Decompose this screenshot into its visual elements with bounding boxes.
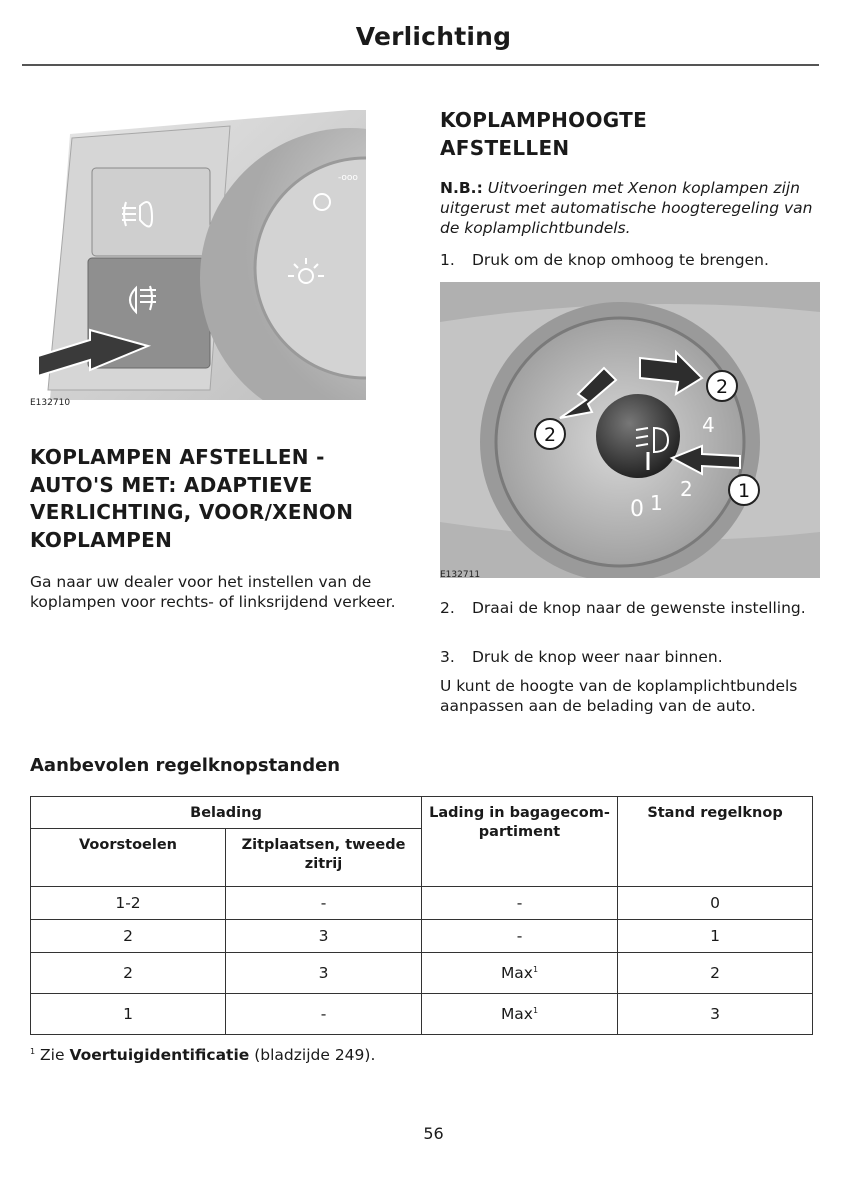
header-cargo: Lading in bagagecom-partiment <box>422 797 618 887</box>
footnote-ref: 1 <box>532 1005 539 1015</box>
table-title: Aanbevolen regelknopstanden <box>30 755 341 776</box>
figure-code: E132711 <box>440 570 481 580</box>
cargo-value: Max <box>500 1005 533 1023</box>
cell-cargo <box>422 887 618 920</box>
levelling-knob-drawing <box>440 282 820 578</box>
cargo-value: Max <box>500 964 533 982</box>
heading-line: VERLICHTING, VOOR/XENON <box>30 500 354 524</box>
cargo-value: - <box>516 927 523 945</box>
footnote <box>30 1046 375 1064</box>
cell-front: 2 <box>31 953 226 994</box>
table-row <box>31 994 813 1035</box>
body-paragraph: Ga naar uw dealer voor het instellen van de koplampen voor rechts- of linksrijdend verkeer. <box>30 573 396 611</box>
cell-rear: - <box>226 994 422 1035</box>
step-number: 2. <box>440 599 455 617</box>
table-row <box>31 953 813 994</box>
note-paragraph <box>440 178 820 238</box>
light-switch-panel-drawing <box>30 108 366 400</box>
header-load: Belading <box>31 797 422 829</box>
callout-circle <box>535 419 565 449</box>
callout-label: 2 <box>716 376 729 398</box>
header-knob-setting: Stand regelknop <box>618 797 813 887</box>
svg-text:-ooo: -ooo <box>338 173 358 183</box>
cell-front: 2 <box>31 920 226 953</box>
table-row <box>31 920 813 953</box>
cell-cargo <box>422 994 618 1035</box>
callout-circle <box>729 475 759 505</box>
cargo-value: - <box>516 894 523 912</box>
header-divider <box>22 64 819 66</box>
header-rear-seats: Zitplaatsen, tweede zitrij <box>226 829 422 887</box>
cell-rear: 3 <box>226 920 422 953</box>
heading-line: AFSTELLEN <box>440 136 570 160</box>
heading-line: KOPLAMPEN <box>30 527 173 552</box>
dial-mark-4: 4 <box>702 413 715 437</box>
section-heading-headlamp-levelling <box>440 106 820 162</box>
body-paragraph: U kunt de hoogte van de koplamplichtbundels aanpassen aan de belading van de auto. <box>440 677 798 715</box>
step-text: Draai de knop naar de gewenste instelling. <box>472 599 806 617</box>
cell-setting: 1 <box>618 920 813 953</box>
table-row <box>31 887 813 920</box>
cell-setting: 2 <box>618 953 813 994</box>
footnote-ref: 1 <box>532 964 539 974</box>
cell-cargo <box>422 953 618 994</box>
page-header-title: Verlichting <box>355 22 512 51</box>
footnote-link-vehicle-identification[interactable]: Voertuigidentificatie <box>69 1046 250 1064</box>
cell-front: 1 <box>31 994 226 1035</box>
note-text: Uitvoeringen met Xenon koplampen zijn uitgerust met automatische hoogteregeling van de koplamplichtbundels. <box>440 179 813 237</box>
heading-line: KOPLAMPEN AFSTELLEN - <box>30 445 325 469</box>
dial-mark-1: 1 <box>650 491 663 515</box>
section-heading-headlamp-adjust <box>30 444 410 554</box>
cell-setting: 0 <box>618 887 813 920</box>
cell-front: 1-2 <box>31 887 226 920</box>
cell-cargo <box>422 920 618 953</box>
callout-circle <box>707 371 737 401</box>
footnote-prefix: Zie <box>40 1046 65 1064</box>
note-label: N.B.: <box>440 179 483 197</box>
callout-label: 2 <box>544 424 557 446</box>
dial-mark-0: 0 <box>630 497 644 522</box>
heading-line: AUTO'S MET: ADAPTIEVE <box>30 472 313 497</box>
step-text: Druk om de knop omhoog te brengen. <box>472 251 769 269</box>
cell-rear: 3 <box>226 953 422 994</box>
cell-setting: 3 <box>618 994 813 1035</box>
light-switch-illustration <box>30 108 366 408</box>
footnote-marker: 1 <box>30 1046 36 1056</box>
step-number: 1. <box>440 251 455 269</box>
step-text: Druk de knop weer naar binnen. <box>472 648 723 666</box>
callout-label: 1 <box>738 480 751 502</box>
dial-mark-2: 2 <box>680 477 693 501</box>
knob-settings-table <box>30 796 813 1035</box>
figure-code: E132710 <box>30 398 71 408</box>
header-front-seats: Voorstoelen <box>31 829 226 887</box>
heading-line: KOPLAMPHOOGTE <box>440 108 648 132</box>
cell-rear: - <box>226 887 422 920</box>
step-number: 3. <box>440 648 455 666</box>
levelling-knob-illustration <box>440 282 820 578</box>
table-header-row <box>31 797 813 829</box>
page-number: 56 <box>423 1124 444 1143</box>
footnote-suffix: (bladzijde 249). <box>254 1046 376 1064</box>
